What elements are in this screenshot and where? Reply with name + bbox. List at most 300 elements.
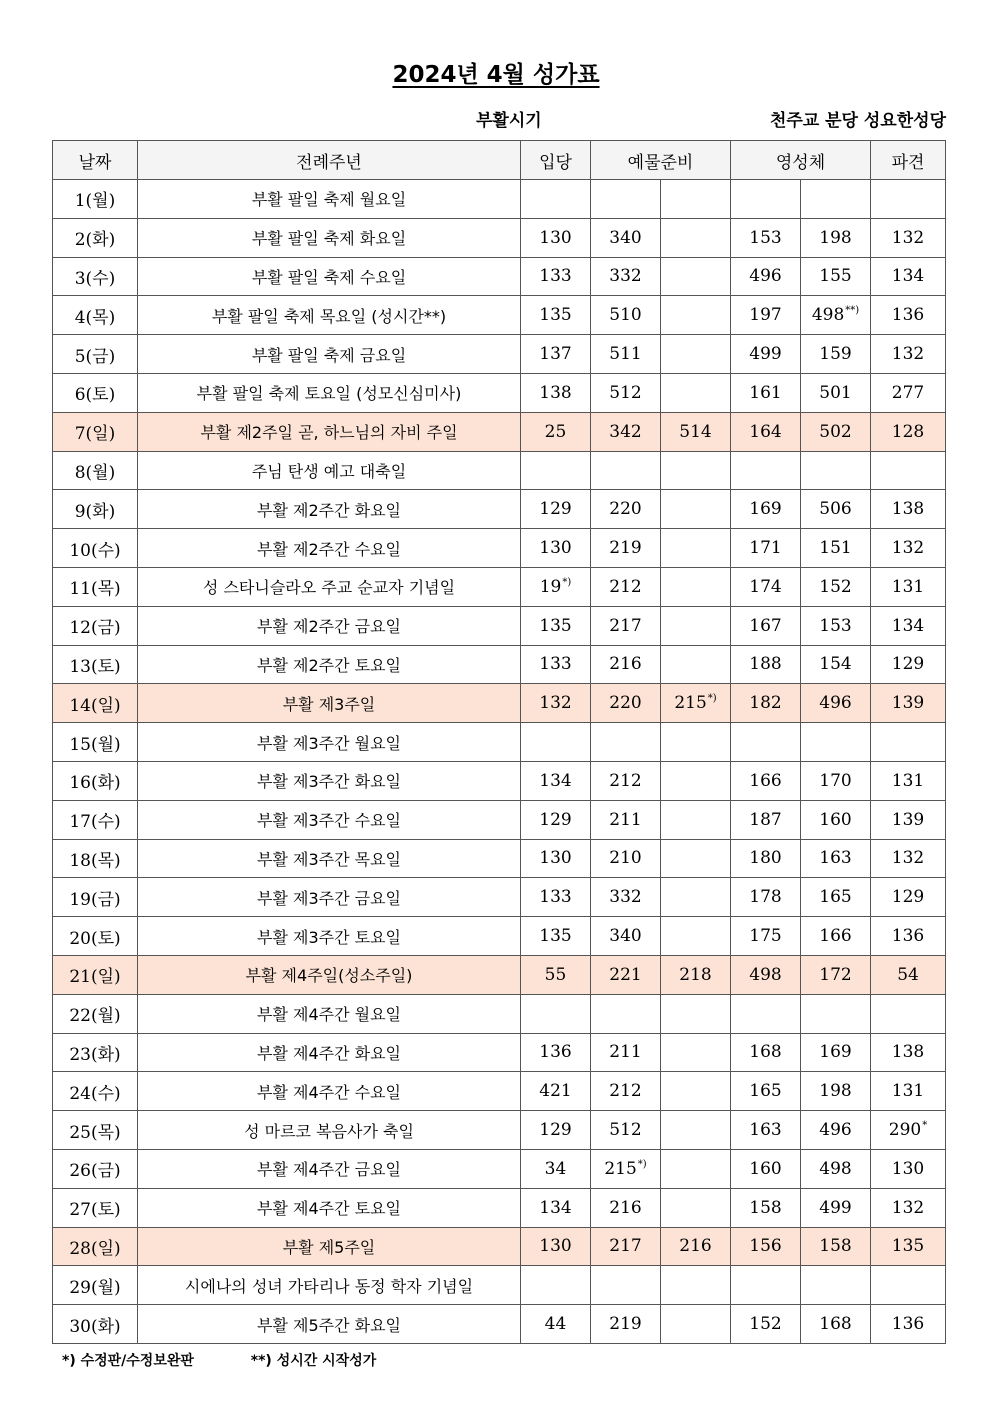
cell-communion-1 [731,335,801,374]
cell-communion-1 [731,800,801,839]
cell-date [53,645,138,684]
table-row [53,1305,946,1344]
cell-liturgy-value: 부활 제4주간 토요일 [257,1199,401,1219]
cell-liturgy [138,761,521,800]
cell-offertory-2 [661,878,731,917]
cell-date [53,955,138,994]
cell-offertory-1 [591,1266,661,1305]
cell-date [53,490,138,529]
cell-entrance-value: 135 [539,615,572,636]
cell-liturgy-value: 부활 제4주간 화요일 [257,1043,401,1063]
cell-liturgy [138,335,521,374]
cell-date [53,1227,138,1266]
cell-dismissal [871,606,946,645]
cell-liturgy-value: 시에나의 성녀 가타리나 동정 학자 기념일 [184,1276,474,1296]
cell-offertory-2 [661,645,731,684]
cell-liturgy-value: 부활 제4주간 월요일 [257,1005,401,1025]
cell-communion-2 [801,994,871,1033]
cell-communion-2-value: 154 [819,654,852,675]
cell-dismissal-value: 128 [891,421,925,442]
cell-offertory-1 [591,257,661,296]
cell-communion-2 [801,567,871,606]
cell-date-value: 5(금) [74,346,116,367]
cell-date [53,1266,138,1305]
cell-entrance [521,1266,591,1305]
cell-communion-1 [731,567,801,606]
cell-entrance-value: 133 [539,266,572,287]
cell-dismissal [871,567,946,606]
cell-date-value: 25(목) [69,1122,121,1143]
cell-communion-1 [731,1111,801,1150]
cell-entrance [521,606,591,645]
cell-date [53,1072,138,1111]
cell-offertory-1 [591,761,661,800]
cell-offertory-2 [661,955,731,994]
cell-dismissal-value: 129 [891,887,925,908]
cell-liturgy-value: 부활 제3주간 화요일 [257,772,401,792]
cell-offertory-1 [591,606,661,645]
cell-liturgy-value: 부활 제3주간 수요일 [257,811,401,831]
cell-dismissal-value: 138 [891,1042,925,1063]
cell-liturgy-value: 부활 제2주간 화요일 [257,500,401,520]
cell-communion-2-value: 158 [819,1236,852,1257]
cell-date-value: 4(목) [74,307,116,328]
cell-offertory-1-value: 212 [609,576,642,597]
cell-liturgy [138,800,521,839]
cell-date-value: 24(수) [69,1083,121,1104]
cell-entrance [521,180,591,219]
cell-dismissal [871,800,946,839]
cell-liturgy [138,1149,521,1188]
cell-entrance [521,451,591,490]
footnote-marker: * [922,1120,928,1132]
table-row [53,180,946,219]
cell-entrance [521,257,591,296]
cell-date-value: 3(수) [74,268,116,289]
header-communion: 영성체 [731,141,871,180]
cell-entrance [521,218,591,257]
table-row [53,567,946,606]
cell-liturgy [138,451,521,490]
cell-dismissal-value: 130 [891,1158,925,1179]
cell-liturgy [138,684,521,723]
cell-offertory-2 [661,451,731,490]
cell-communion-1 [731,1188,801,1227]
table-row [53,335,946,374]
cell-offertory-2 [661,218,731,257]
cell-liturgy [138,373,521,412]
cell-date [53,180,138,219]
cell-offertory-1 [591,335,661,374]
cell-entrance [521,490,591,529]
cell-date-value: 14(일) [69,695,121,716]
cell-dismissal-value: 132 [891,538,925,559]
cell-date-value: 30(화) [69,1316,121,1337]
cell-entrance-value: 135 [539,305,572,326]
cell-communion-2 [801,1188,871,1227]
cell-date [53,917,138,956]
cell-date [53,839,138,878]
cell-liturgy [138,955,521,994]
cell-liturgy-value: 부활 제5주간 화요일 [257,1315,401,1335]
table-row [53,917,946,956]
cell-offertory-2 [661,529,731,568]
cell-communion-2-value: 151 [819,538,852,559]
cell-offertory-2 [661,296,731,335]
cell-date [53,257,138,296]
cell-offertory-1 [591,567,661,606]
cell-entrance-value: 421 [539,1081,572,1102]
cell-entrance-value: 134 [539,1197,572,1218]
cell-offertory-1-value: 332 [609,266,642,287]
cell-dismissal-value: 136 [891,1314,925,1334]
cell-dismissal-value: 134 [891,615,925,636]
cell-communion-1 [731,839,801,878]
cell-dismissal-value: 139 [891,809,925,830]
cell-liturgy [138,1266,521,1305]
cell-communion-1 [731,412,801,451]
cell-date [53,606,138,645]
season-label: 부활시기 [476,111,542,131]
cell-entrance-value: 132 [539,693,572,714]
cell-offertory-2 [661,490,731,529]
cell-entrance [521,878,591,917]
table-row [53,606,946,645]
table-header-row [53,141,946,180]
cell-entrance-value: 19 [539,576,562,597]
cell-communion-2-value: 496 [819,693,852,714]
cell-liturgy [138,218,521,257]
cell-dismissal [871,1149,946,1188]
cell-dismissal [871,529,946,568]
cell-entrance [521,373,591,412]
cell-dismissal [871,1188,946,1227]
cell-communion-1 [731,645,801,684]
cell-offertory-2 [661,1111,731,1150]
cell-entrance-value: 55 [544,964,567,985]
cell-offertory-1 [591,1072,661,1111]
cell-date-value: 6(토) [74,385,116,406]
table-row [53,1227,946,1266]
cell-dismissal [871,878,946,917]
cell-liturgy [138,1227,521,1266]
cell-date-value: 18(목) [69,850,121,871]
cell-offertory-2-value: 218 [679,964,712,985]
cell-offertory-1 [591,723,661,762]
cell-communion-2 [801,412,871,451]
cell-communion-2 [801,490,871,529]
cell-dismissal-value: 129 [891,654,925,675]
cell-offertory-1-value: 219 [609,1314,642,1334]
cell-communion-2-value: 165 [819,887,852,908]
cell-offertory-1-value: 510 [609,305,642,326]
cell-dismissal [871,451,946,490]
cell-entrance [521,645,591,684]
table-row [53,257,946,296]
cell-communion-2 [801,1266,871,1305]
table-row [53,1149,946,1188]
cell-entrance [521,1111,591,1150]
cell-communion-1 [731,1033,801,1072]
cell-entrance [521,1033,591,1072]
cell-communion-2 [801,878,871,917]
table-row [53,529,946,568]
cell-offertory-2-value: 216 [679,1236,712,1257]
cell-liturgy-value: 부활 팔일 축제 목요일 (성시간**) [211,306,447,326]
cell-offertory-2 [661,1072,731,1111]
cell-communion-1 [731,373,801,412]
cell-date [53,412,138,451]
cell-date-value: 12(금) [69,618,121,639]
table-row [53,994,946,1033]
cell-offertory-2 [661,994,731,1033]
cell-date-value: 28(일) [69,1238,121,1259]
cell-liturgy-value: 주님 탄생 예고 대축일 [251,461,407,481]
cell-offertory-1-value: 332 [609,887,642,908]
cell-communion-2-value: 169 [819,1042,852,1063]
cell-offertory-1-value: 211 [609,809,642,830]
cell-dismissal [871,373,946,412]
cell-entrance [521,529,591,568]
cell-liturgy-value: 성 스타니슬라오 주교 순교자 기념일 [202,578,456,598]
cell-offertory-1 [591,1188,661,1227]
cell-date-value: 26(금) [69,1161,121,1182]
cell-dismissal-value: 132 [891,1197,925,1218]
cell-entrance [521,1072,591,1111]
cell-date [53,567,138,606]
cell-entrance [521,994,591,1033]
cell-communion-1-value: 197 [749,305,782,326]
cell-date-value: 13(토) [69,656,121,677]
cell-dismissal-value: 132 [891,344,925,365]
cell-offertory-2 [661,180,731,219]
cell-entrance-value: 130 [539,1236,572,1257]
cell-offertory-1-value: 340 [609,227,642,248]
cell-dismissal [871,218,946,257]
cell-entrance [521,335,591,374]
table-row [53,839,946,878]
cell-offertory-2 [661,800,731,839]
cell-communion-1 [731,490,801,529]
cell-entrance-value: 136 [539,1042,572,1063]
cell-communion-2-value: 198 [819,1081,852,1102]
cell-communion-2 [801,529,871,568]
cell-liturgy-value: 부활 제3주간 목요일 [257,849,401,869]
page-title [0,56,992,89]
cell-dismissal [871,684,946,723]
cell-date-value: 27(토) [69,1200,121,1221]
cell-entrance-value: 134 [539,770,572,791]
cell-liturgy-value: 부활 제3주간 월요일 [257,733,401,753]
cell-date [53,1111,138,1150]
cell-offertory-1 [591,218,661,257]
cell-entrance [521,800,591,839]
cell-entrance-value: 25 [544,421,567,442]
cell-liturgy [138,878,521,917]
cell-offertory-2 [661,839,731,878]
cell-liturgy [138,917,521,956]
cell-communion-1 [731,878,801,917]
page-title-text: 2024년 4월 성가표 [392,62,600,88]
table-row [53,296,946,335]
cell-communion-1 [731,1072,801,1111]
cell-offertory-2 [661,1149,731,1188]
cell-offertory-1 [591,839,661,878]
cell-communion-2 [801,1305,871,1344]
cell-offertory-1-value: 216 [609,1197,642,1218]
cell-entrance-value: 130 [539,538,572,559]
cell-entrance-value: 129 [539,1120,572,1141]
cell-communion-2-value: 163 [819,848,852,869]
table-row [53,1111,946,1150]
cell-date [53,684,138,723]
cell-date [53,1188,138,1227]
cell-offertory-1 [591,1033,661,1072]
cell-communion-2-value: 502 [819,421,852,442]
table-row [53,218,946,257]
header-dismissal: 파견 [871,141,946,180]
cell-communion-2 [801,180,871,219]
cell-dismissal-value: 136 [891,926,925,947]
cell-communion-2 [801,839,871,878]
cell-communion-1-value: 499 [749,344,782,365]
cell-entrance-value: 129 [539,499,572,520]
cell-entrance [521,1188,591,1227]
cell-offertory-1 [591,296,661,335]
cell-communion-2-value: 152 [819,576,852,597]
cell-entrance [521,723,591,762]
cell-liturgy [138,839,521,878]
cell-communion-2-value: 499 [819,1197,852,1218]
table-row [53,490,946,529]
cell-offertory-1 [591,878,661,917]
cell-communion-1-value: 188 [749,654,782,675]
cell-communion-2-value: 160 [819,809,852,830]
cell-dismissal-value: 132 [891,227,925,248]
table-row [53,723,946,762]
cell-entrance-value: 44 [544,1314,567,1334]
cell-liturgy-value: 부활 팔일 축제 토요일 (성모신심미사) [196,384,462,404]
cell-communion-1-value: 160 [749,1158,782,1179]
cell-communion-1 [731,257,801,296]
cell-offertory-1-value: 342 [609,421,642,442]
cell-offertory-1 [591,1305,661,1344]
cell-communion-1-value: 153 [749,227,782,248]
cell-communion-1-value: 161 [749,382,782,403]
cell-entrance-value: 130 [539,848,572,869]
cell-offertory-1 [591,1227,661,1266]
cell-date [53,451,138,490]
cell-date-value: 21(일) [69,967,121,988]
cell-offertory-1-value: 512 [609,1120,642,1141]
cell-dismissal [871,839,946,878]
cell-offertory-1-value: 512 [609,382,642,403]
cell-entrance [521,684,591,723]
cell-communion-2 [801,1149,871,1188]
cell-date [53,800,138,839]
cell-communion-2-value: 198 [819,227,852,248]
cell-communion-2 [801,723,871,762]
cell-communion-2-value: 498 [811,305,845,326]
cell-offertory-1 [591,451,661,490]
cell-offertory-2-value: 514 [679,421,712,442]
cell-liturgy [138,180,521,219]
header-offertory: 예물준비 [591,141,731,180]
cell-dismissal-value: 277 [891,382,925,403]
cell-communion-1 [731,1227,801,1266]
cell-date-value: 20(토) [69,928,121,949]
table-row [53,955,946,994]
cell-entrance [521,1305,591,1344]
cell-communion-2 [801,335,871,374]
cell-entrance [521,1227,591,1266]
cell-communion-2 [801,1072,871,1111]
cell-date-value: 1(월) [74,191,116,212]
cell-offertory-2 [661,373,731,412]
cell-liturgy [138,412,521,451]
cell-date-value: 23(화) [69,1044,121,1065]
cell-liturgy [138,1072,521,1111]
cell-communion-1-value: 164 [749,421,782,442]
cell-liturgy-value: 부활 제5주일 [282,1237,376,1257]
cell-communion-2-value: 498 [819,1158,852,1179]
cell-communion-1-value: 498 [749,964,782,985]
cell-entrance [521,296,591,335]
cell-communion-1-value: 152 [749,1314,782,1334]
cell-communion-2-value: 153 [819,615,852,636]
cell-entrance-value: 34 [544,1158,567,1179]
cell-offertory-1 [591,645,661,684]
cell-communion-1 [731,955,801,994]
table-row [53,451,946,490]
cell-dismissal [871,257,946,296]
cell-liturgy-value: 부활 팔일 축제 월요일 [251,190,407,210]
cell-communion-2 [801,296,871,335]
cell-offertory-1 [591,1111,661,1150]
cell-liturgy [138,1033,521,1072]
cell-date-value: 17(수) [69,812,121,833]
cell-communion-2 [801,606,871,645]
footnote-holy-hour: **) 성시간 시작성가 [250,1353,377,1369]
cell-liturgy [138,529,521,568]
cell-date-value: 15(월) [69,734,121,755]
cell-date [53,1149,138,1188]
cell-offertory-1-value: 211 [609,1042,642,1063]
cell-communion-1-value: 187 [749,809,782,830]
cell-date [53,296,138,335]
cell-date-value: 9(화) [74,501,116,522]
cell-communion-2 [801,917,871,956]
cell-dismissal [871,1227,946,1266]
cell-offertory-2 [661,335,731,374]
cell-offertory-1 [591,180,661,219]
cell-communion-2 [801,373,871,412]
cell-communion-1 [731,180,801,219]
cell-dismissal-value: 131 [891,770,925,791]
table-row [53,373,946,412]
cell-offertory-1-value: 220 [609,693,642,714]
cell-communion-2-value: 170 [819,770,852,791]
cell-communion-1 [731,684,801,723]
footnotes [62,1350,428,1370]
cell-offertory-1 [591,955,661,994]
table-row [53,1266,946,1305]
cell-communion-1 [731,994,801,1033]
cell-offertory-1-value: 212 [609,770,642,791]
header-entrance: 입당 [521,141,591,180]
hymn-schedule-table [52,140,946,1344]
cell-liturgy [138,1188,521,1227]
